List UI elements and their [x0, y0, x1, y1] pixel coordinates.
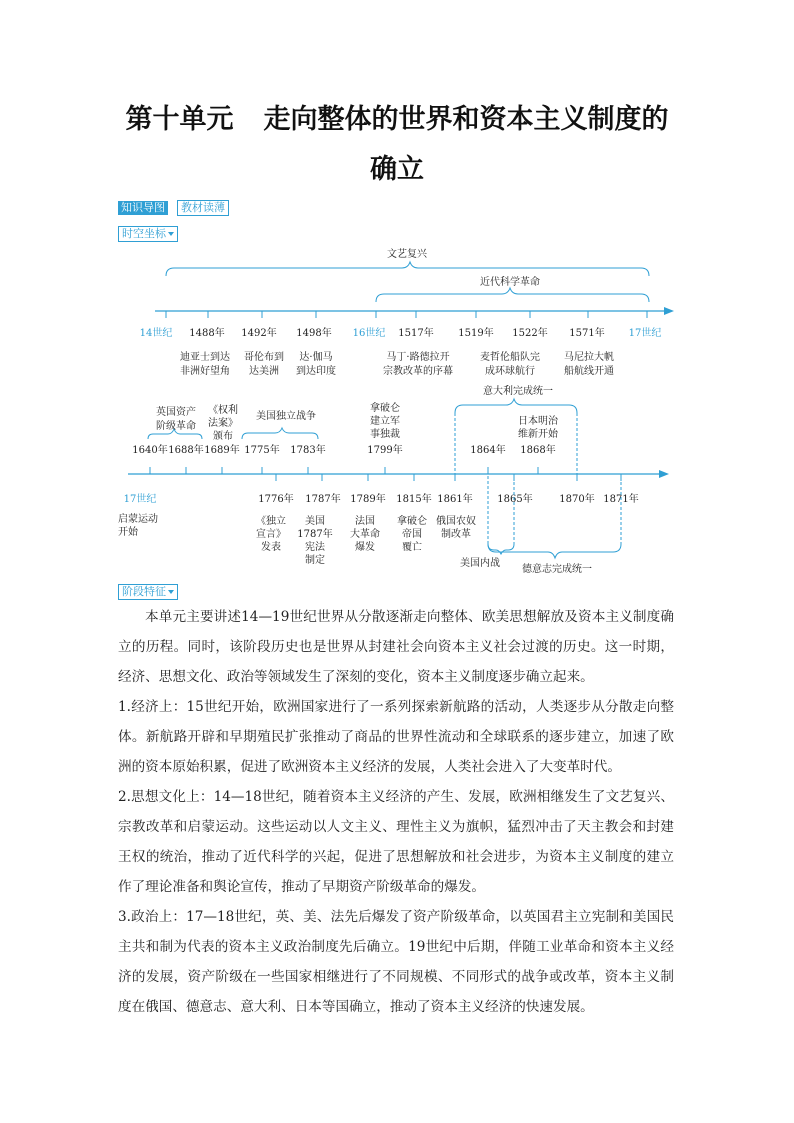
tick-label: 14世纪 — [139, 328, 173, 339]
event-label: 达·伽马 — [299, 352, 333, 363]
lower-date-label: 1871年 — [603, 494, 639, 505]
knowledge-map-tag: 知识导图 — [118, 201, 168, 215]
lower-date-label: 1870年 — [559, 494, 595, 505]
upper-event-label: 事独裁 — [370, 429, 400, 440]
event-label: 迪亚士到达 — [180, 352, 230, 363]
tick-label: 1571年 — [569, 328, 605, 339]
unit-title: 走向整体的世界和资本主义制度的 — [263, 104, 669, 135]
lower-event-label: 1787年 — [297, 529, 333, 540]
politics-paragraph: 3.政治上：17—18世纪，英、美、法先后爆发了资产阶级革命，以英国君主立宪制和美国民主共和制为代表的资本主义政治制度先后确立。19世纪中后期，伴随工业革命和资本主义经济的发展，资产阶级在一些国家相继进行了不同规模、不同形式的战争或改革，资本主义制度在俄国、德意志、意大利、日本等国确立，推动了资本主义经济的快速发展。 — [118, 909, 674, 1015]
lower-event-label: 发表 — [261, 542, 281, 553]
timeline2-arrow-icon — [659, 470, 669, 478]
tick-label: 1519年 — [458, 328, 494, 339]
lower-date-label: 17世纪 — [123, 494, 157, 505]
timeline1-arrow-icon — [664, 307, 674, 315]
lower-date-label: 1865年 — [497, 494, 533, 505]
science-revolution-brace — [376, 288, 649, 302]
tick-label: 1488年 — [189, 328, 225, 339]
upper-date-label: 1640年 — [132, 445, 168, 456]
upper-event-label: 英国资产 — [156, 407, 196, 418]
germany-unification-brace — [488, 544, 621, 558]
lower-date-label: 1815年 — [396, 494, 432, 505]
time-coordinate-tag: 时空坐标 — [118, 226, 178, 242]
upper-date-label: 1688年 — [168, 445, 204, 456]
upper-event-label: 拿破仑 — [370, 403, 400, 414]
event-label: 宗教改革的序幕 — [383, 366, 453, 377]
science-revolution-label: 近代科学革命 — [480, 277, 540, 288]
unit-label: 第十单元 — [125, 104, 234, 135]
upper-event-label: 日本明治 — [518, 416, 558, 427]
lower-event-label: 帝国 — [402, 529, 422, 540]
lower-date-label: 1789年 — [350, 494, 386, 505]
tick-label: 1492年 — [241, 328, 277, 339]
page-title-line2: 确立 — [370, 154, 424, 185]
event-label: 到达印度 — [296, 366, 336, 377]
event-label: 马尼拉大帆 — [564, 352, 614, 363]
lower-event-label: 启蒙运动 — [118, 514, 158, 525]
tick-label: 1498年 — [296, 328, 332, 339]
lower-event-label: 宣言》 — [256, 529, 286, 540]
italy-unification-label: 意大利完成统一 — [483, 386, 553, 397]
lower-event-label: 《独立 — [256, 516, 286, 527]
tick-label: 1517年 — [398, 328, 434, 339]
culture-paragraph: 2.思想文化上：14—18世纪，随着资本主义经济的产生、发展，欧洲相继发生了文艺复兴、宗教改革和启蒙运动。这些运动以人文主义、理性主义为旗帜，猛烈冲击了天主教会和封建王权的统治，推动了近代科学的兴起，促进了思想解放和社会进步，为资本主义制度的建立作了理论准备和舆论宣传，推动了早期资产阶级革命的爆发。 — [118, 789, 674, 895]
event-label: 船航线开通 — [564, 366, 614, 377]
upper-event-label: 维新开始 — [518, 429, 558, 440]
upper-event-label: 建立军 — [370, 416, 400, 427]
event-label: 马丁·路德拉开 — [386, 352, 450, 363]
stage-features-tag: 阶段特征 — [118, 584, 178, 600]
event-label: 成环球航行 — [485, 366, 535, 377]
upper-date-label: 1783年 — [290, 445, 326, 456]
lower-event-label: 俄国农奴 — [436, 516, 476, 527]
renaissance-brace — [166, 262, 649, 276]
lower-event-label: 覆亡 — [402, 542, 422, 553]
upper-event-label: 《权利 — [208, 405, 238, 416]
lower-event-label: 制改革 — [441, 529, 471, 540]
lower-event-label: 法国 — [355, 516, 375, 527]
economy-paragraph: 1.经济上：15世纪开始，欧洲国家进行了一系列探索新航路的活动，人类逐步从分散走向整体。新航路开辟和早期殖民扩张推动了商品的世界性流动和全球联系的逐步建立，加速了欧洲的资本原始积累，促进了欧洲资本主义经济的发展，人类社会进入了大变革时代。 — [118, 699, 674, 775]
event-label: 哥伦布到 — [244, 352, 284, 363]
lower-date-label: 1776年 — [258, 494, 294, 505]
us-independence-brace — [242, 428, 318, 439]
renaissance-label: 文艺复兴 — [387, 249, 427, 260]
event-label: 非洲好望角 — [180, 366, 230, 377]
upper-date-label: 1689年 — [204, 445, 240, 456]
lower-event-label: 开始 — [118, 527, 138, 538]
upper-date-label: 1799年 — [367, 445, 403, 456]
upper-event-label: 颁布 — [213, 431, 233, 442]
event-label: 麦哲伦船队完 — [480, 352, 540, 363]
intro-paragraph: 本单元主要讲述14—19世纪世界从分散逐渐走向整体、欧美思想解放及资本主义制度确立的历程。同时，该阶段历史也是世界从封建社会向资本主义社会过渡的历史。这一时期，经济、思想文化、政治等领域发生了深刻的变化，资本主义制度逐步确立起来。 — [118, 609, 674, 685]
us-independence-label: 美国独立战争 — [256, 411, 316, 422]
lower-event-label: 拿破仑 — [397, 516, 427, 527]
upper-date-label: 1864年 — [470, 445, 506, 456]
lower-event-label: 美国 — [305, 516, 325, 527]
upper-event-label: 阶级革命 — [156, 421, 196, 432]
stage-features-body — [118, 602, 674, 1022]
upper-event-label: 法案》 — [208, 418, 238, 429]
event-label: 达美洲 — [249, 366, 279, 377]
upper-date-label: 1775年 — [244, 445, 280, 456]
upper-date-label: 1868年 — [520, 445, 556, 456]
tick-label: 16世纪 — [352, 328, 386, 339]
tick-label: 17世纪 — [628, 328, 662, 339]
germany-unification-label: 德意志完成统一 — [522, 564, 592, 575]
lower-date-label: 1861年 — [437, 494, 473, 505]
lower-event-label: 大革命 — [350, 529, 380, 540]
textbook-reading-tag: 教材读薄 — [177, 200, 229, 216]
us-civil-war-label: 美国内战 — [460, 558, 500, 569]
lower-event-label: 制定 — [305, 555, 325, 566]
lower-event-label: 宪法 — [305, 542, 325, 553]
tick-label: 1522年 — [512, 328, 548, 339]
lower-date-label: 1787年 — [305, 494, 341, 505]
lower-event-label: 爆发 — [355, 542, 375, 553]
italy-unification-brace — [455, 399, 577, 413]
